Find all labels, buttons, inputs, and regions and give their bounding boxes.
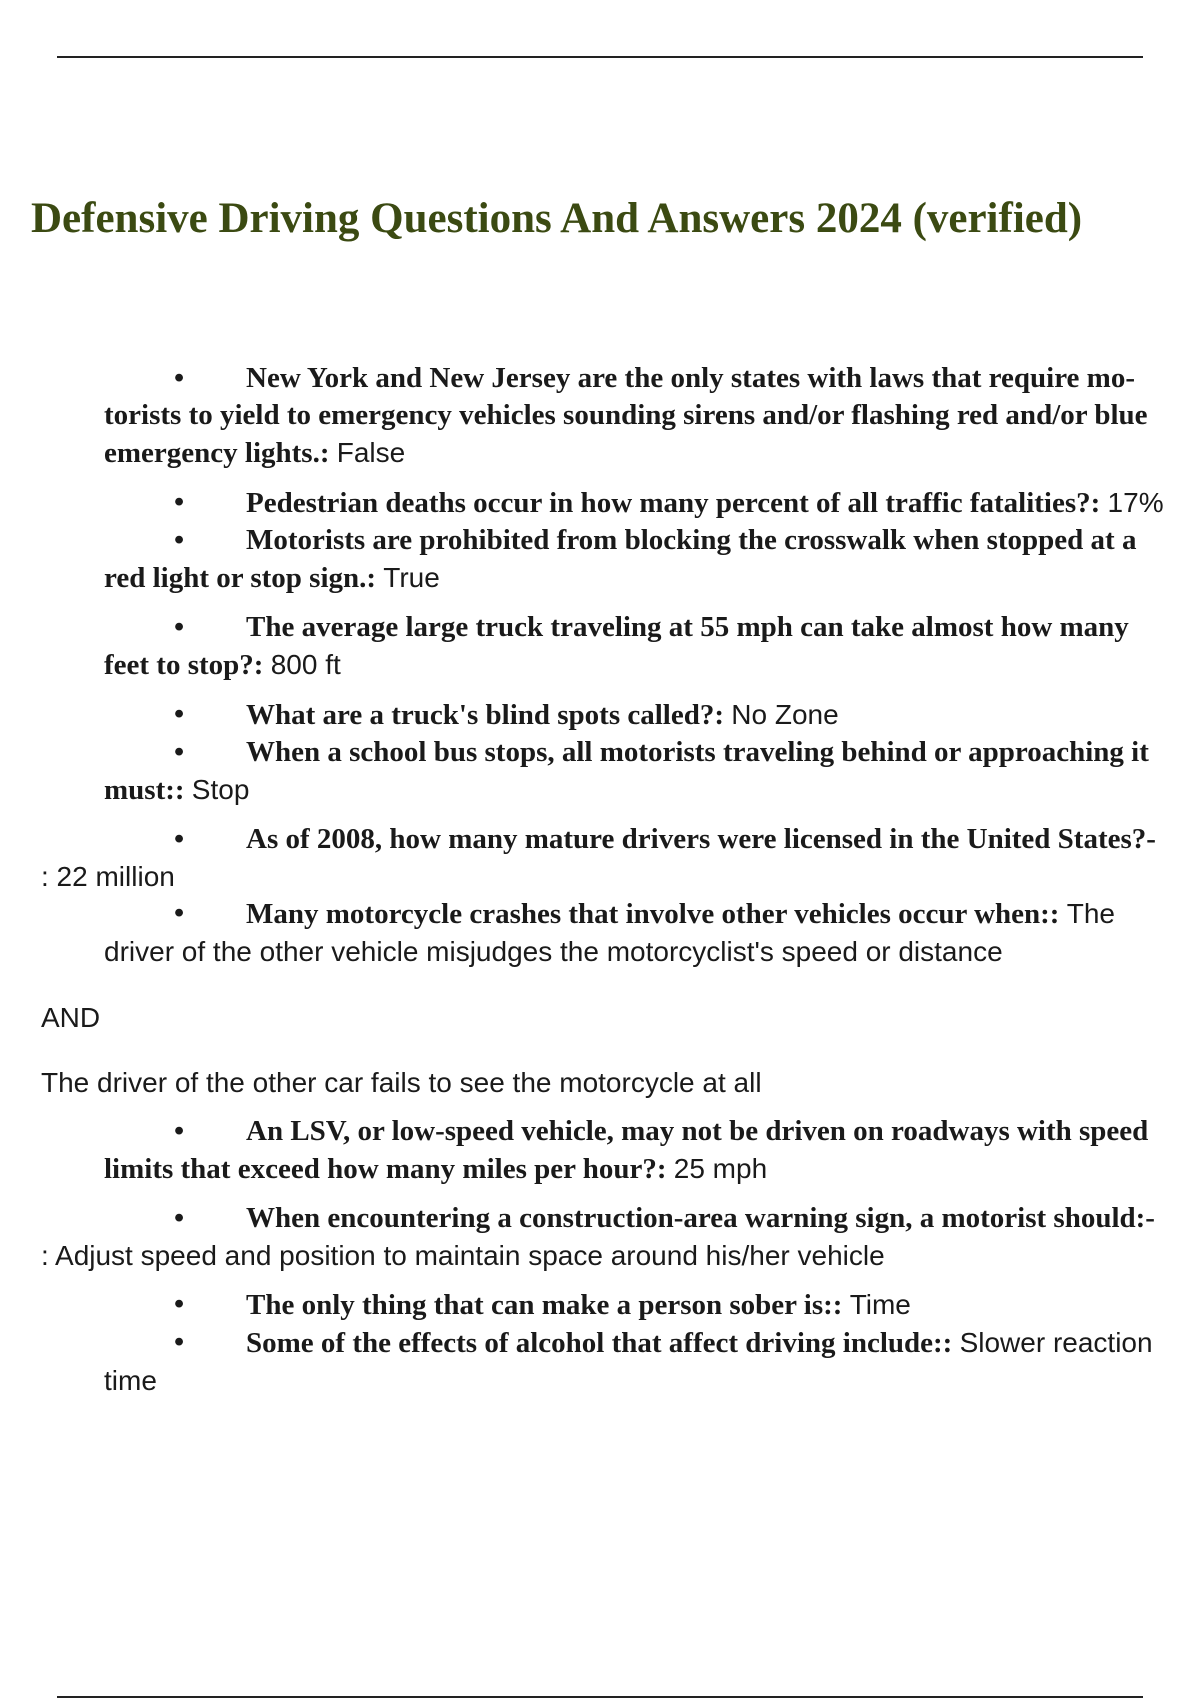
bullet-icon: •	[174, 486, 185, 518]
list-item	[0, 696, 1200, 734]
answer-text: No Zone	[731, 699, 839, 730]
question-text: An LSV, or low-speed vehicle, may not be driven on roadways with speed limits that exceed how many miles per hour?:	[104, 1115, 1149, 1185]
answer-text: Stop	[191, 774, 250, 805]
list-item	[0, 609, 1200, 684]
answer-text: 800 ft	[270, 649, 341, 680]
bullet-icon: •	[174, 736, 185, 768]
list-item	[0, 484, 1200, 522]
list-item	[0, 1200, 1200, 1274]
top-rule	[57, 56, 1143, 58]
list-item	[0, 522, 1200, 597]
list-item	[0, 895, 1200, 971]
list-item	[0, 1324, 1200, 1400]
bullet-icon: •	[174, 524, 185, 556]
bullet-icon: •	[174, 611, 185, 643]
question-text: The only thing that can make a person sober is::	[246, 1289, 843, 1321]
list-item	[0, 1113, 1200, 1188]
list-item	[0, 734, 1200, 809]
bullet-icon: •	[174, 1288, 185, 1320]
question-text: As of 2008, how many mature drivers were licensed in the United States?-	[246, 823, 1156, 855]
answer-text: Time	[849, 1289, 911, 1320]
qa-list	[0, 360, 1200, 1400]
question-text: When a school bus stops, all motorists traveling behind or approaching it must::	[104, 736, 1149, 806]
answer-text: 25 mph	[673, 1153, 768, 1184]
question-text: When encountering a construction-area warning sign, a motorist should:-	[246, 1202, 1155, 1234]
list-item	[0, 360, 1200, 472]
question-text: The average large truck traveling at 55 mph can take almost how many feet to stop?:	[104, 611, 1129, 681]
question-text: Pedestrian deaths occur in how many percent of all traffic fatalities?:	[246, 487, 1101, 519]
bullet-icon: •	[174, 1115, 185, 1147]
list-item	[0, 821, 1200, 895]
page-title: Defensive Driving Questions And Answers 2024 (verified)	[31, 195, 1083, 242]
question-text: New York and New Jersey are the only states with laws that require mo- torists to yield to emergency vehicles sounding sirens and/or flashing red and/or blue emergency lights.:	[104, 362, 1148, 469]
bottom-rule	[57, 1696, 1143, 1698]
bullet-icon: •	[174, 1202, 185, 1234]
and-label: AND	[41, 1002, 101, 1033]
question-text: What are a truck's blind spots called?:	[246, 699, 725, 731]
question-text: Many motorcycle crashes that involve other vehicles occur when::	[246, 898, 1060, 930]
bullet-icon: •	[174, 698, 185, 730]
answer-text: : Adjust speed and position to maintain space around his/her vehicle	[41, 1240, 885, 1271]
question-text: Motorists are prohibited from blocking the crosswalk when stopped at a red light or stop sign.:	[104, 524, 1137, 594]
answer-text: True	[383, 562, 440, 593]
question-text: Some of the effects of alcohol that affect driving include::	[246, 1327, 953, 1359]
additional-answer-text: The driver of the other car fails to see the motorcycle at all	[41, 1067, 762, 1098]
answer-text: 17%	[1107, 487, 1164, 518]
answer-text: The driver of the other vehicle misjudges the motorcyclist's speed or distance	[104, 898, 1115, 967]
bullet-icon: •	[174, 1326, 185, 1358]
answer-text: : 22 million	[41, 861, 175, 892]
bullet-icon: •	[174, 823, 185, 855]
bullet-icon: •	[174, 897, 185, 929]
bullet-icon: •	[174, 362, 185, 394]
answer-text: Slower reaction time	[104, 1327, 1153, 1396]
list-item	[0, 1286, 1200, 1324]
answer-text: False	[336, 437, 406, 468]
